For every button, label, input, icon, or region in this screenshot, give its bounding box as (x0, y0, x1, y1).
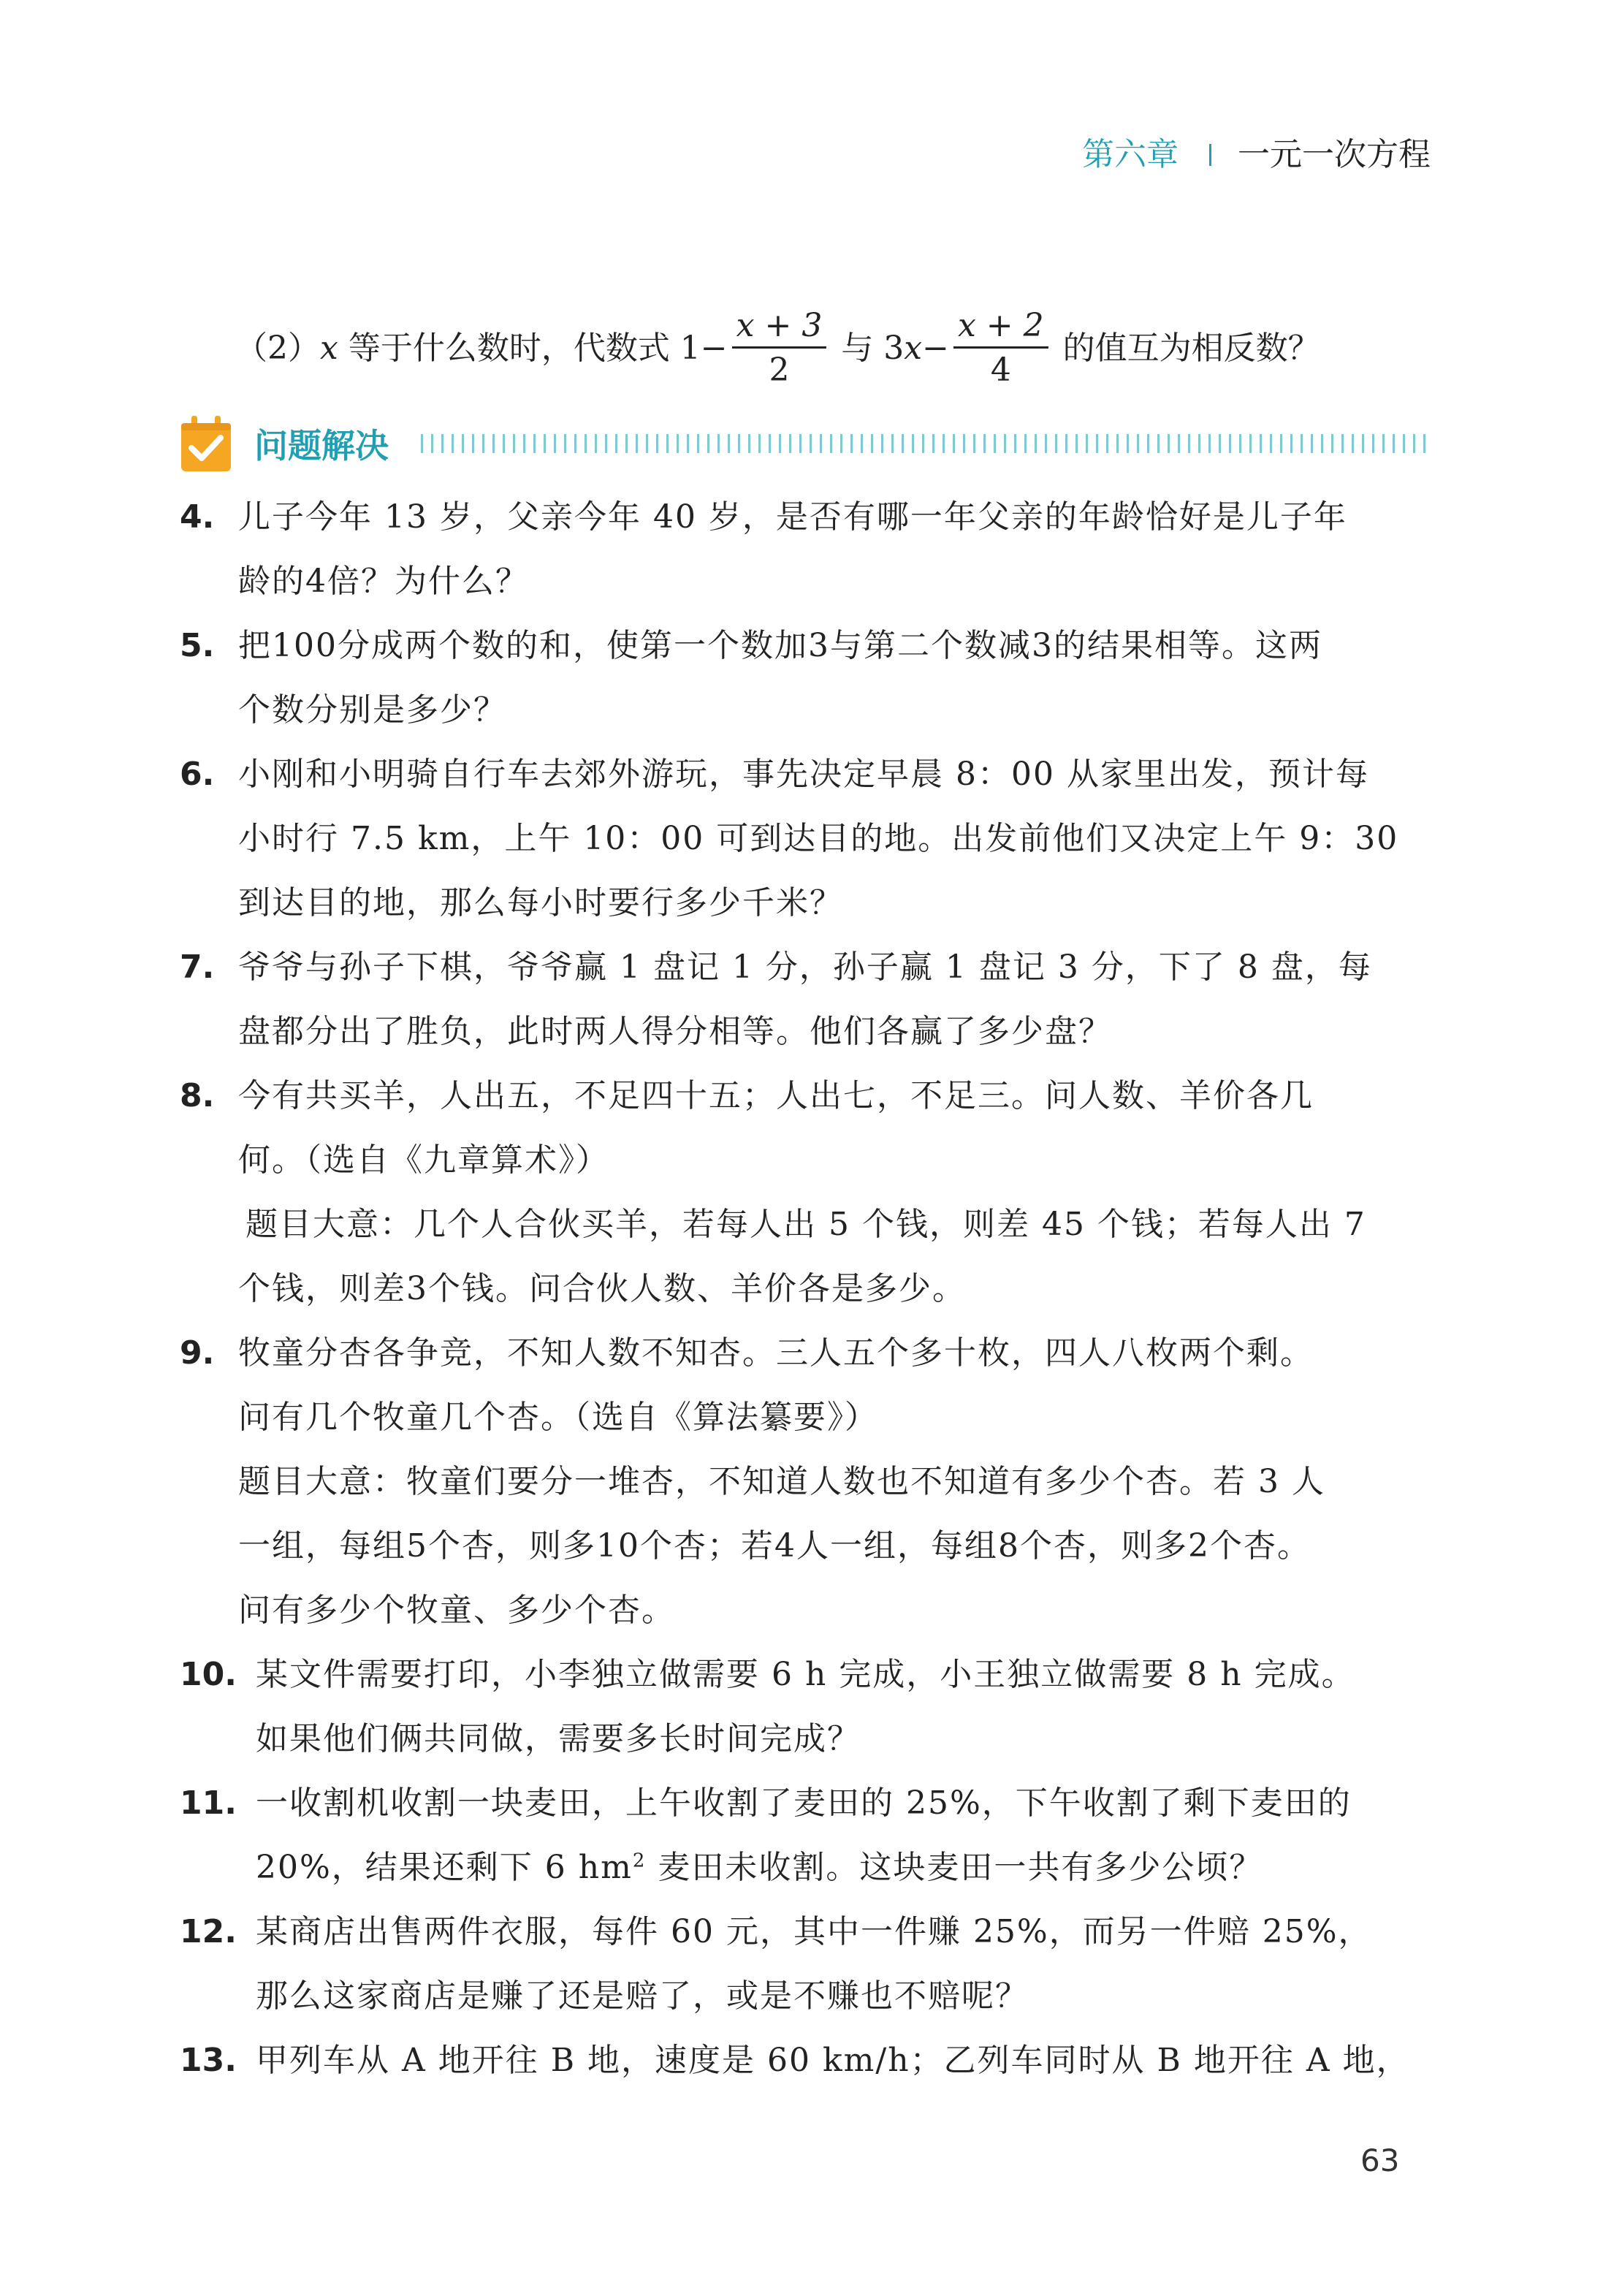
problem-line-with-superscript (256, 1836, 1432, 1900)
problem-line: 如果他们俩共同做，需要多长时间完成？ (256, 1720, 861, 1757)
problem-6 (180, 742, 1432, 935)
section-title: 问题解决 (254, 426, 389, 465)
sub-question-text-a: 等于什么数时，代数式 1− (338, 329, 728, 367)
problem-7 (180, 935, 1432, 1064)
problem-line: 到达目的地，那么每小时要行多少千米？ (238, 884, 843, 921)
superscript: 2 (632, 1850, 647, 1872)
problem-number: 6. (180, 756, 215, 793)
problem-number: 11. (180, 1784, 237, 1822)
fraction-1 (732, 307, 827, 389)
problem-line: 小刚和小明骑自行车去郊外游玩，事先决定早晨 8：00 从家里出发，预计每 (238, 756, 1369, 793)
problem-line: 一收割机收割一块麦田，上午收割了麦田的 25%，下午收割了剩下麦田的 (256, 1784, 1352, 1822)
problem-text: 20%，结果还剩下 6 hm (256, 1849, 633, 1886)
problem-line: 儿子今年 13 岁，父亲今年 40 岁，是否有哪一年父亲的年龄恰好是儿子年 (238, 498, 1347, 536)
section-header (180, 411, 1432, 476)
problem-line: 今有共买羊，人出五，不足四十五；人出七，不足三。问人数、羊价各几 (238, 1077, 1314, 1114)
problem-9 (180, 1321, 1432, 1643)
problem-12 (180, 1900, 1432, 2029)
problem-10 (180, 1643, 1432, 1771)
problem-number: 7. (180, 949, 215, 986)
problem-number: 10. (180, 1656, 237, 1693)
sub-question-label: （2） (235, 329, 320, 367)
fraction-2-numerator: x + 2 (958, 307, 1044, 344)
problem-line: 某商店出售两件衣服，每件 60 元，其中一件赚 25%，而另一件赔 25%， (256, 1913, 1372, 1950)
problem-number: 4. (180, 498, 215, 536)
sub-question-text-b: 与 3 (831, 329, 905, 367)
problem-note-line: 题目大意：牧童们要分一堆杏，不知道人数也不知道有多少个杏。若 3 人 (238, 1463, 1325, 1500)
fraction-1-denominator: 2 (769, 351, 790, 389)
problem-note-line: 个钱，则差3个钱。问合伙人数、羊价各是多少。 (238, 1270, 966, 1307)
problem-line: 甲列车从 A 地开往 B 地，速度是 60 km/h；乙列车同时从 B 地开往 A 地， (256, 2042, 1410, 2079)
problem-number: 9. (180, 1334, 215, 1372)
problem-number: 8. (180, 1077, 215, 1114)
sub-question-text-d: 的值互为相反数？ (1052, 329, 1320, 367)
fraction-1-numerator: x + 3 (736, 307, 823, 344)
variable-x-2: x (904, 329, 923, 367)
sub-question-2 (235, 307, 1320, 389)
problem-5 (180, 614, 1432, 742)
chapter-label: 第六章 (1082, 136, 1179, 173)
fraction-2-denominator: 4 (990, 351, 1011, 389)
problem-number: 13. (180, 2042, 237, 2079)
variable-x: x (320, 329, 338, 367)
problem-note-line: 题目大意：几个人合伙买羊，若每人出 5 个钱，则差 45 个钱；若每人出 7 (245, 1206, 1366, 1243)
problem-line: 问有几个牧童几个杏。（选自《算法纂要》） (238, 1399, 878, 1436)
problem-note-line: 一组，每组5个杏，则多10个杏；若4人一组，每组8个杏，则多2个杏。 (238, 1527, 1311, 1565)
problem-4 (180, 485, 1432, 614)
problem-13 (180, 2029, 1432, 2093)
problem-line: 盘都分出了胜负，此时两人得分相等。他们各赢了多少盘？ (238, 1013, 1112, 1050)
running-header (1082, 133, 1431, 177)
page-number: 63 (1360, 2143, 1400, 2178)
header-divider (1209, 144, 1211, 166)
problem-line: 某文件需要打印，小李独立做需要 6 h 完成，小王独立做需要 8 h 完成。 (256, 1656, 1355, 1693)
problem-line: 把100分成两个数的和，使第一个数加3与第二个数减3的结果相等。这两 (238, 627, 1322, 664)
problem-line: 龄的4倍？为什么？ (238, 563, 529, 600)
problem-11 (180, 1771, 1432, 1900)
fraction-2 (953, 307, 1048, 389)
problem-line: 那么这家商店是赚了还是赔了，或是不赚也不赔呢？ (256, 1977, 1029, 2015)
chapter-title: 一元一次方程 (1238, 136, 1431, 173)
calendar-check-icon (180, 414, 232, 473)
problem-8 (180, 1064, 1432, 1321)
problem-text: 麦田未收割。这块麦田一共有多少公顷？ (646, 1849, 1263, 1886)
problem-number: 5. (180, 627, 215, 664)
sub-question-text-c: − (922, 329, 949, 367)
section-divider-dots (421, 434, 1432, 453)
problem-line: 牧童分杏各争竞，不知人数不知杏。三人五个多十枚，四人八枚两个剩。 (238, 1334, 1314, 1372)
problem-line: 爷爷与孙子下棋，爷爷赢 1 盘记 1 分，孙子赢 1 盘记 3 分，下了 8 盘，每 (238, 949, 1372, 986)
problem-number: 12. (180, 1913, 237, 1950)
problem-list (180, 485, 1432, 2093)
problem-line: 何。（选自《九章算术》） (238, 1141, 609, 1179)
problem-line: 小时行 7.5 km，上午 10：00 可到达目的地。出发前他们又决定上午 9：30 (238, 820, 1399, 857)
problem-note-line: 问有多少个牧童、多少个杏。 (238, 1592, 675, 1629)
problem-line: 个数分别是多少？ (238, 691, 507, 729)
